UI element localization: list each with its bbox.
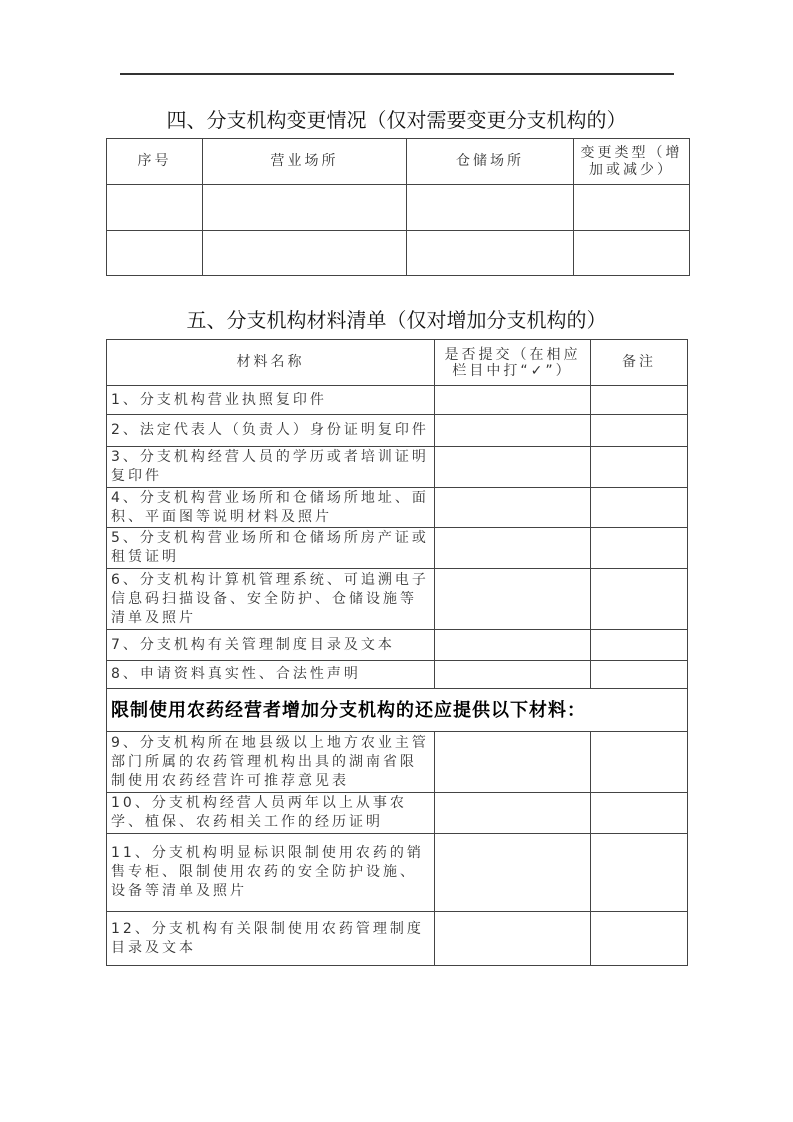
submitted-cell[interactable] <box>435 732 591 793</box>
material-name: 10、分支机构经营人员两年以上从事农学、植保、农药相关工作的经历证明 <box>107 793 435 834</box>
cell[interactable] <box>107 231 203 276</box>
header-submitted: 是否提交（在相应栏目中打“✓”） <box>435 340 591 386</box>
table-row <box>107 488 688 528</box>
cell[interactable] <box>107 185 203 231</box>
table-row <box>107 569 688 630</box>
table-row <box>107 528 688 569</box>
remarks-cell[interactable] <box>591 528 688 569</box>
section4-title: 四、分支机构变更情况（仅对需要变更分支机构的） <box>166 108 627 132</box>
remarks-cell[interactable] <box>591 912 688 966</box>
branch-change-table <box>106 138 690 276</box>
cell[interactable] <box>203 231 407 276</box>
header-serial: 序号 <box>107 139 203 185</box>
cell[interactable] <box>407 185 574 231</box>
remarks-cell[interactable] <box>591 732 688 793</box>
cell[interactable] <box>574 231 690 276</box>
table-row <box>107 661 688 689</box>
table-row <box>107 793 688 834</box>
material-name: 2、法定代表人（负责人）身份证明复印件 <box>107 415 435 447</box>
remarks-cell[interactable] <box>591 447 688 488</box>
material-name: 7、分支机构有关管理制度目录及文本 <box>107 630 435 661</box>
remarks-cell[interactable] <box>591 569 688 630</box>
section5-title: 五、分支机构材料清单（仅对增加分支机构的） <box>186 308 607 332</box>
cell[interactable] <box>203 185 407 231</box>
remarks-cell[interactable] <box>591 386 688 415</box>
remarks-cell[interactable] <box>591 793 688 834</box>
submitted-cell[interactable] <box>435 569 591 630</box>
table-row <box>107 415 688 447</box>
material-name: 5、分支机构营业场所和仓储场所房产证或租赁证明 <box>107 528 435 569</box>
table-row <box>107 732 688 793</box>
material-name: 3、分支机构经营人员的学历或者培训证明复印件 <box>107 447 435 488</box>
table-row <box>107 912 688 966</box>
table-row <box>107 447 688 488</box>
cell[interactable] <box>574 185 690 231</box>
table-row <box>107 386 688 415</box>
remarks-cell[interactable] <box>591 661 688 689</box>
table-row <box>107 630 688 661</box>
submitted-cell[interactable] <box>435 415 591 447</box>
material-name: 12、分支机构有关限制使用农药管理制度目录及文本 <box>107 912 435 966</box>
submitted-cell[interactable] <box>435 661 591 689</box>
header-material-name: 材料名称 <box>107 340 435 386</box>
submitted-cell[interactable] <box>435 912 591 966</box>
submitted-cell[interactable] <box>435 528 591 569</box>
submitted-cell[interactable] <box>435 834 591 912</box>
header-storage-place: 仓储场所 <box>407 139 574 185</box>
restricted-heading: 限制使用农药经营者增加分支机构的还应提供以下材料： <box>107 689 688 732</box>
submitted-cell[interactable] <box>435 630 591 661</box>
submitted-cell[interactable] <box>435 386 591 415</box>
header-remarks: 备注 <box>591 340 688 386</box>
remarks-cell[interactable] <box>591 415 688 447</box>
material-name: 1、分支机构营业执照复印件 <box>107 386 435 415</box>
remarks-cell[interactable] <box>591 834 688 912</box>
submitted-cell[interactable] <box>435 488 591 528</box>
header-business-place: 营业场所 <box>203 139 407 185</box>
material-name: 9、分支机构所在地县级以上地方农业主管部门所属的农药管理机构出具的湖南省限制使用农药经营许可推荐意见表 <box>107 732 435 793</box>
remarks-cell[interactable] <box>591 630 688 661</box>
restricted-heading-row <box>107 689 688 732</box>
cell[interactable] <box>407 231 574 276</box>
material-name: 6、分支机构计算机管理系统、可追溯电子信息码扫描设备、安全防护、仓储设施等清单及照片 <box>107 569 435 630</box>
header-change-type: 变更类型（增加或减少） <box>574 139 690 185</box>
table-row <box>107 834 688 912</box>
material-name: 4、分支机构营业场所和仓储场所地址、面积、平面图等说明材料及照片 <box>107 488 435 528</box>
header-rule <box>120 73 674 75</box>
material-name: 11、分支机构明显标识限制使用农药的销售专柜、限制使用农药的安全防护设施、设备等清单及照片 <box>107 834 435 912</box>
remarks-cell[interactable] <box>591 488 688 528</box>
submitted-cell[interactable] <box>435 447 591 488</box>
submitted-cell[interactable] <box>435 793 591 834</box>
material-name: 8、申请资料真实性、合法性声明 <box>107 661 435 689</box>
materials-table <box>106 339 688 966</box>
